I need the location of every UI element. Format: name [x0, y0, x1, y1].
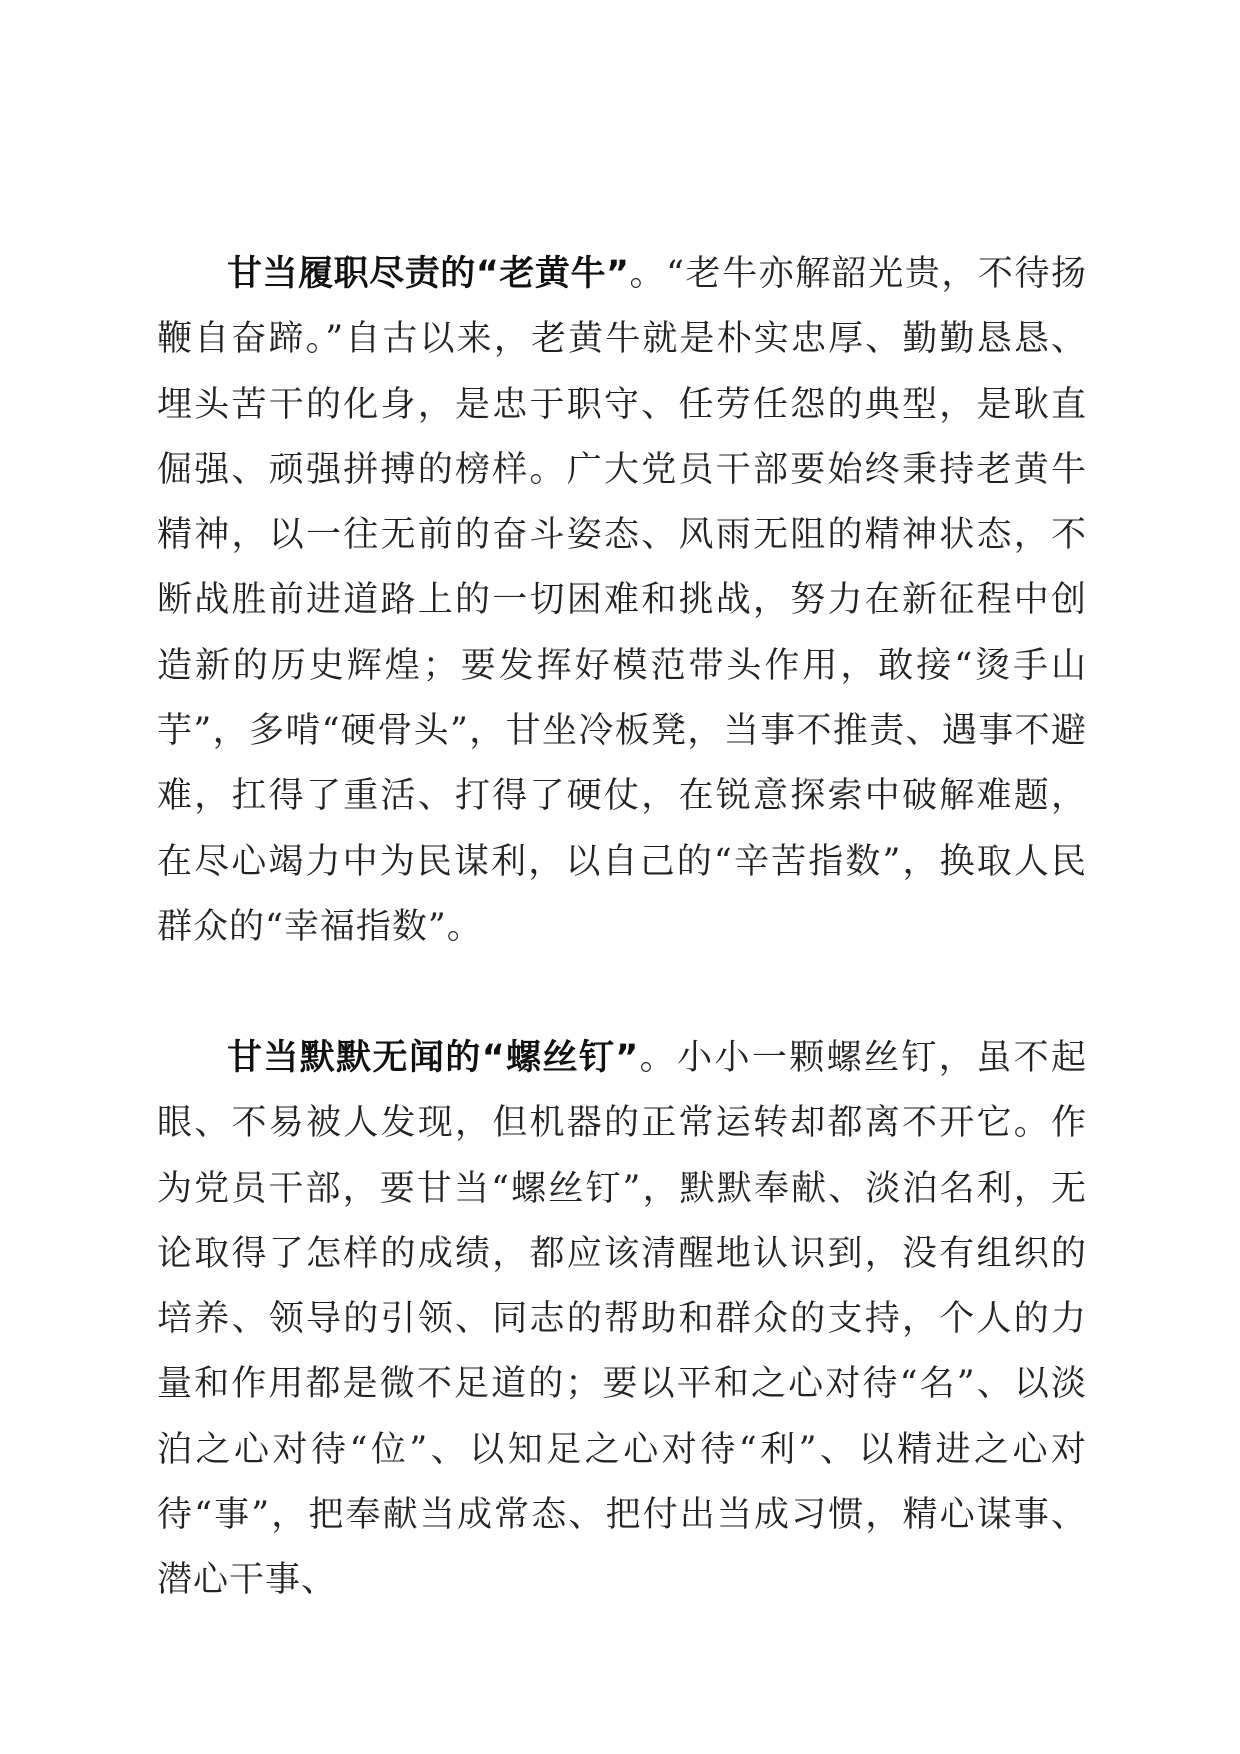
paragraph-body: 。“老牛亦解韶光贵，不待扬鞭自奋蹄。”自古以来，老黄牛就是朴实忠厚、勤勤恳恳、埋头苦干的化身，是忠于职守、任劳任怨的典型，是耿直倔强、顽强拼搏的榜样。广大党员干部要始终秉持老黄牛精神，以一往无前的奋斗姿态、风雨无阻的精神状态，不断战胜前进道路上的一切困难和挑战，努力在新征程中创造新的历史辉煌；要发挥好模范带头作用，敢接“烫手山芋”，多啃“硬骨头”，甘坐冷板凳，当事不推责、遇事不避难，扛得了重活、打得了硬仗，在锐意探索中破解难题，在尽心竭力中为民谋利，以自己的“辛苦指数”，换取人民群众的“幸福指数”。 — [157, 254, 1087, 947]
paragraph-heading: 甘当默默无闻的“螺丝钉” — [227, 1038, 639, 1078]
paragraph-heading: 甘当履职尽责的“老黄牛” — [227, 254, 630, 294]
paragraph-body: 。小小一颗螺丝钉，虽不起眼、不易被人发现，但机器的正常运转却都离不开它。作为党员干部，要甘当“螺丝钉”，默默奉献、淡泊名利，无论取得了怎样的成绩，都应该清醒地认识到，没有组织的培养、领导的引领、同志的帮助和群众的支持，个人的力量和作用都是微不足道的；要以平和之心对待“名”、以淡泊之心对待“位”、以知足之心对待“利”、以精进之心对待“事”，把奉献当成常态、把付出当成习惯，精心谋事、潜心干事、 — [157, 1038, 1087, 1601]
paragraph-old-ox — [157, 242, 1087, 960]
paragraph-screw — [157, 1026, 1087, 1614]
